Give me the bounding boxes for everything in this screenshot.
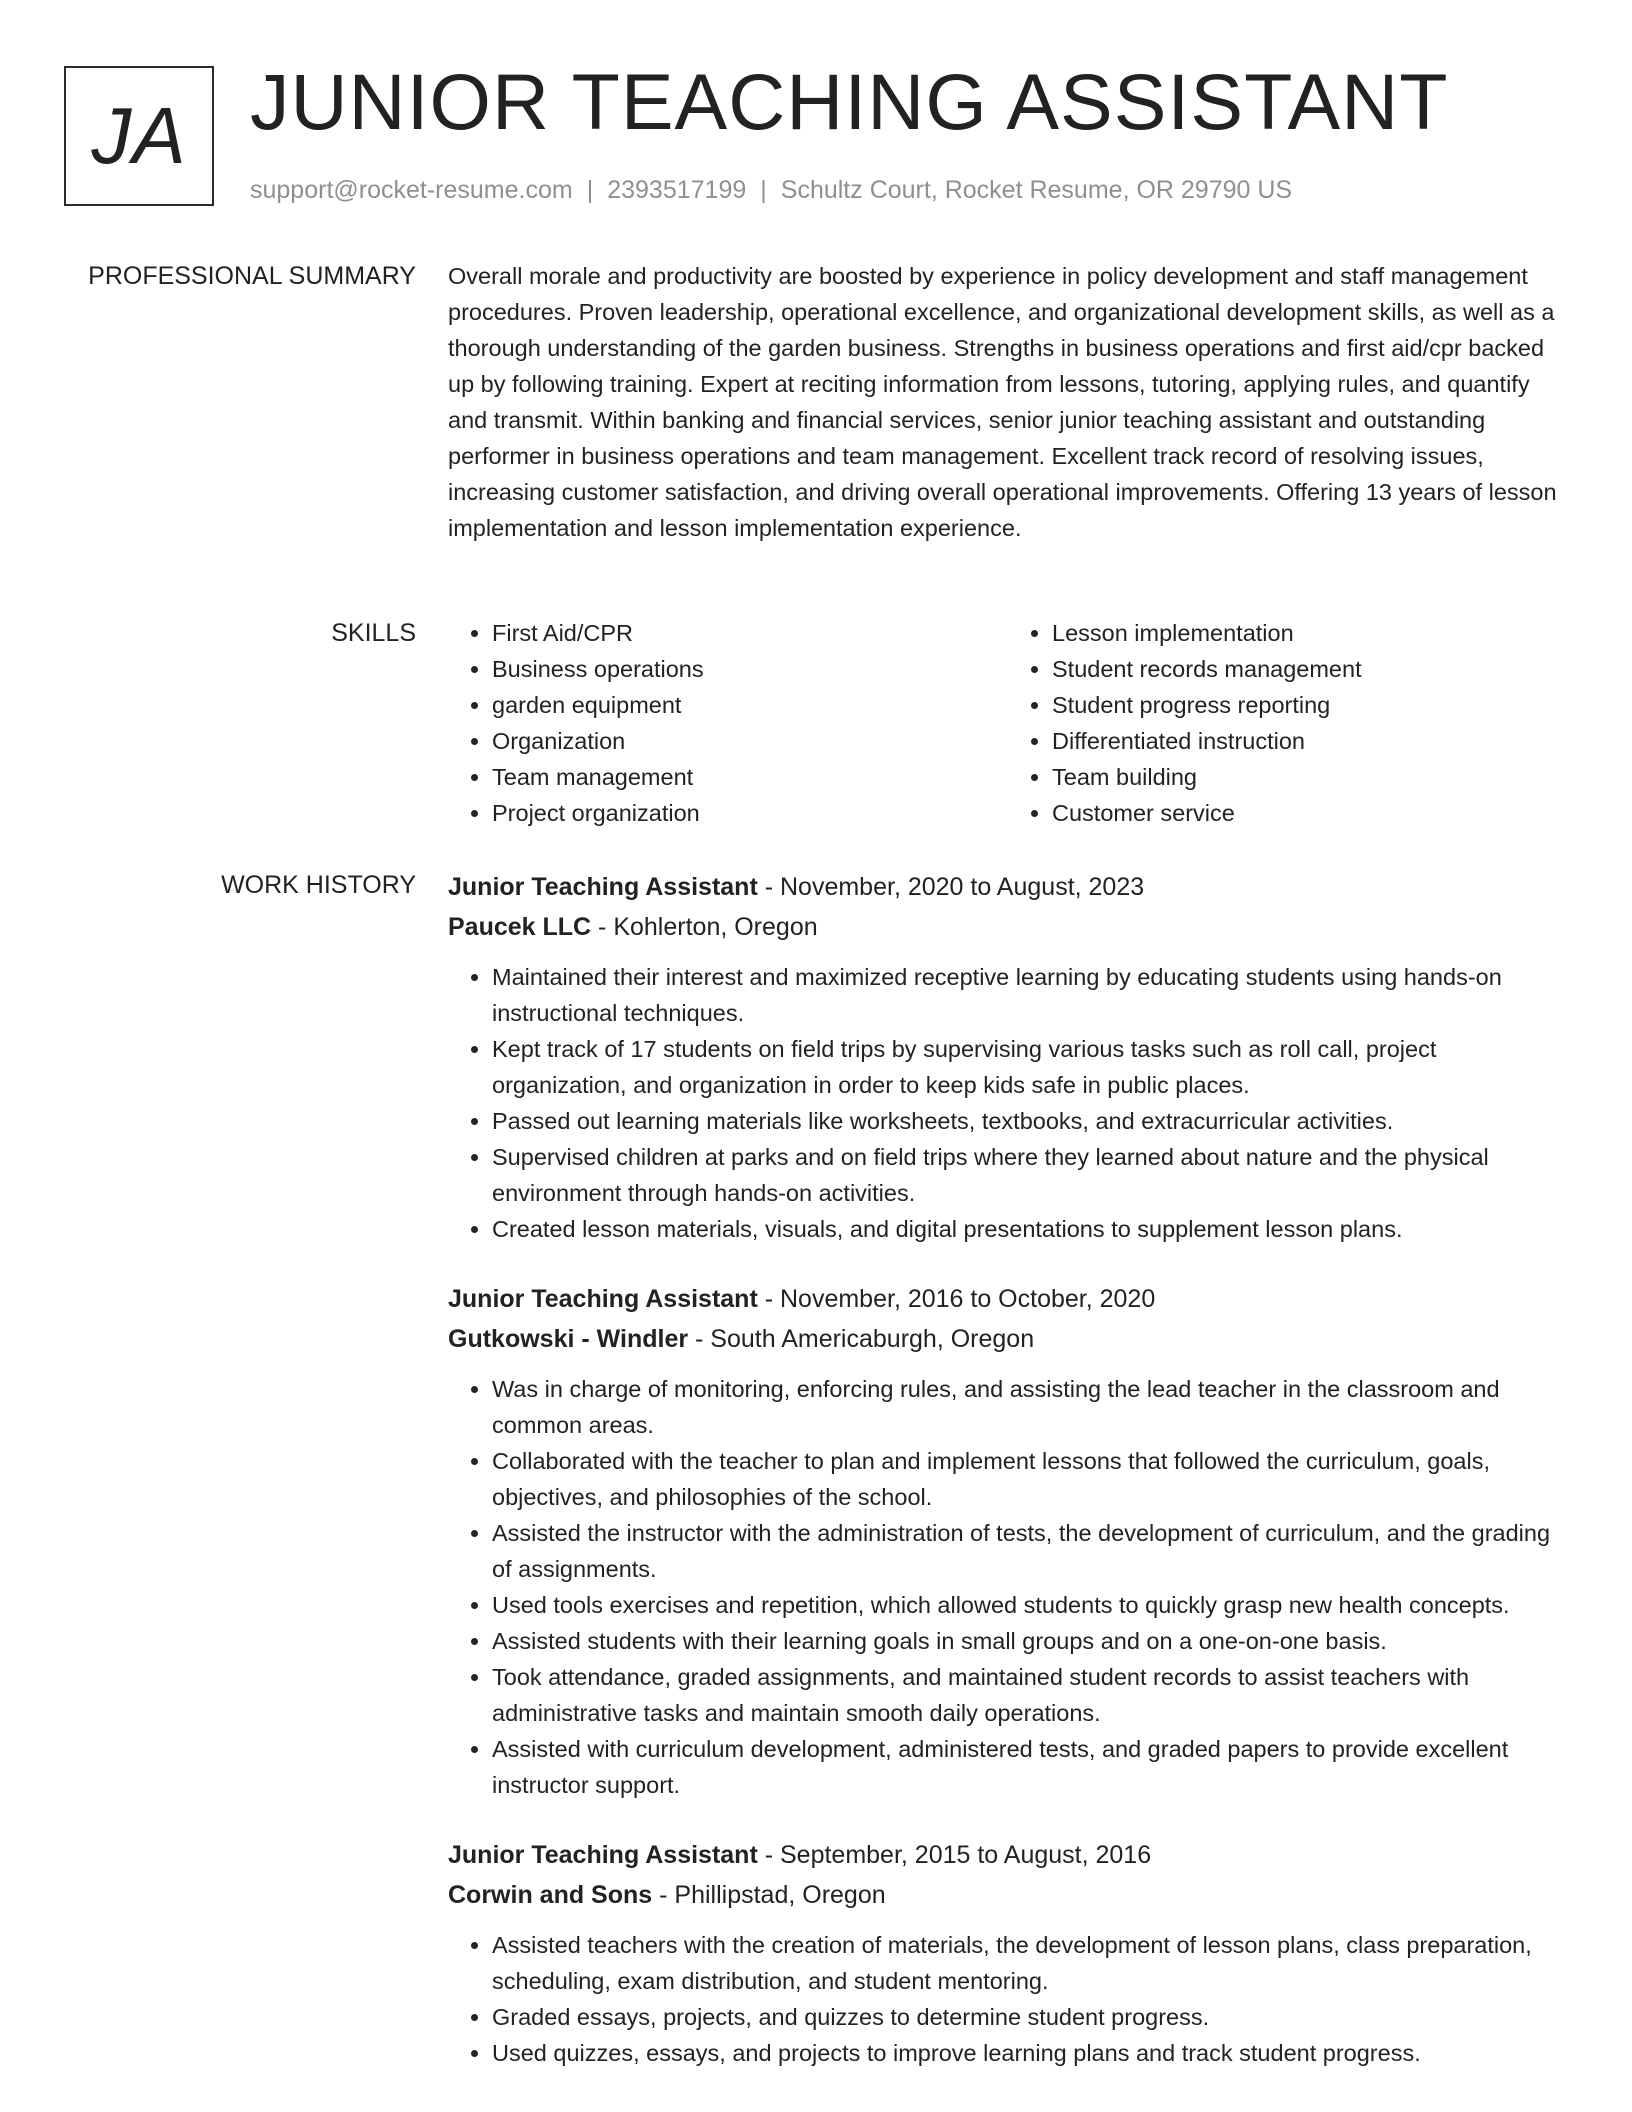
job-entry [448,1835,1568,2071]
job-company: Corwin and Sons [448,1881,653,1909]
job-title-line [448,1835,1568,1875]
skill-item: • Student records management [1052,651,1568,687]
skill-item: • Team management [492,759,1008,795]
job-location: - Phillipstad, Oregon [652,1881,886,1909]
skill-item: • Lesson implementation [1052,615,1568,651]
contact-address: Schultz Court, Rocket Resume, OR 29790 US [780,176,1293,204]
job-bullet: • Took attendance, graded assignments, and maintained student records to assist teachers with administrative tasks and maintain smooth daily operations. [492,1659,1568,1731]
job-bullet: • Created lesson materials, visuals, and digital presentations to supplement lesson plans. [492,1211,1568,1247]
contact-phone: 2393517199 [607,176,747,204]
job-company: Gutkowski - Windler [448,1325,689,1353]
job-bullet: • Used tools exercises and repetition, which allowed students to quickly grasp new health concepts. [492,1587,1568,1623]
job-location: - South Americaburgh, Oregon [688,1325,1035,1353]
skill-item: • garden equipment [492,687,1008,723]
job-bullet: • Supervised children at parks and on field trips where they learned about nature and the physical environment through hands-on activities. [492,1139,1568,1211]
skills-body [448,615,1568,831]
skills-list-left [448,615,1008,831]
job-dates: - November, 2020 to August, 2023 [757,873,1145,901]
summary-text: Overall morale and productivity are boosted by experience in policy development and staff management procedures. Proven leadership, operational excellence, and organizational development skills, as well as a thorough understanding of the garden business. Strengths in business operations and first aid/cpr backed up by following training. Expert at reciting information from lessons, tutoring, applying rules, and quantify and transmit. Within banking and financial services, senior junior teaching assistant and outstanding performer in business operations and team management. Excellent track record of resolving issues, increasing customer satisfaction, and driving overall operational improvements. Offering 13 years of lesson implementation and lesson implementation experience. [448,263,1557,541]
job-bullets [448,1927,1568,2071]
skill-item: • Differentiated instruction [1052,723,1568,759]
job-bullet: • Collaborated with the teacher to plan and implement lessons that followed the curriculum, goals, objectives, and philosophies of the school. [492,1443,1568,1515]
job-dates: - November, 2016 to October, 2020 [757,1285,1156,1313]
job-bullet: • Maintained their interest and maximized receptive learning by educating students using hands-on instructional techniques. [492,959,1568,1031]
skill-item: • Student progress reporting [1052,687,1568,723]
job-bullets [448,959,1568,1247]
job-company: Paucek LLC [448,913,592,941]
job-bullet: • Kept track of 17 students on field trips by supervising various tasks such as roll call, project organization, and organization in order to keep kids safe in public places. [492,1031,1568,1103]
job-bullets [448,1371,1568,1803]
job-company-line [448,1875,1568,1915]
job-dates: - September, 2015 to August, 2016 [757,1841,1152,1869]
skill-item: • Project organization [492,795,1008,831]
summary-label: PROFESSIONAL SUMMARY [88,262,416,290]
skill-item: • Team building [1052,759,1568,795]
job-entry [448,867,1568,1247]
job-company-line [448,907,1568,947]
job-bullet: • Passed out learning materials like worksheets, textbooks, and extracurricular activities. [492,1103,1568,1139]
summary-body [448,258,1568,546]
job-bullet: • Assisted the instructor with the administration of tests, the development of curriculum, and the grading of assignments. [492,1515,1568,1587]
job-bullet: • Assisted with curriculum development, administered tests, and graded papers to provide excellent instructor support. [492,1731,1568,1803]
contact-separator: | [760,176,767,204]
skill-item: • Customer service [1052,795,1568,831]
monogram-initials: JA [64,66,214,206]
job-title-line [448,1279,1568,1319]
job-title: Junior Teaching Assistant [448,873,758,901]
job-entry [448,1279,1568,1803]
work-body [448,867,1568,2071]
contact-separator: | [586,176,594,204]
job-bullet: • Was in charge of monitoring, enforcing rules, and assisting the lead teacher in the classroom and common areas. [492,1371,1568,1443]
contact-email: support@rocket-resume.com [250,176,573,204]
skills-label: SKILLS [331,619,416,647]
job-bullet: • Used quizzes, essays, and projects to improve learning plans and track student progress. [492,2035,1568,2071]
skill-item: • First Aid/CPR [492,615,1008,651]
skill-item: • Organization [492,723,1008,759]
job-bullet: • Assisted teachers with the creation of materials, the development of lesson plans, class preparation, scheduling, exam distribution, and student mentoring. [492,1927,1568,1999]
job-title: Junior Teaching Assistant [448,1285,758,1313]
job-title-line [448,867,1568,907]
job-title: Junior Teaching Assistant [448,1841,758,1869]
resume-title: JUNIOR TEACHING ASSISTANT [250,57,1449,146]
skills-columns [448,615,1568,831]
job-bullet: • Graded essays, projects, and quizzes to determine student progress. [492,1999,1568,2035]
skills-list-right [1008,615,1568,831]
contact-line [250,172,1292,208]
job-company-line [448,1319,1568,1359]
job-bullet: • Assisted students with their learning goals in small groups and on a one-on-one basis. [492,1623,1568,1659]
work-label: WORK HISTORY [221,871,416,899]
skill-item: • Business operations [492,651,1008,687]
job-location: - Kohlerton, Oregon [591,913,818,941]
